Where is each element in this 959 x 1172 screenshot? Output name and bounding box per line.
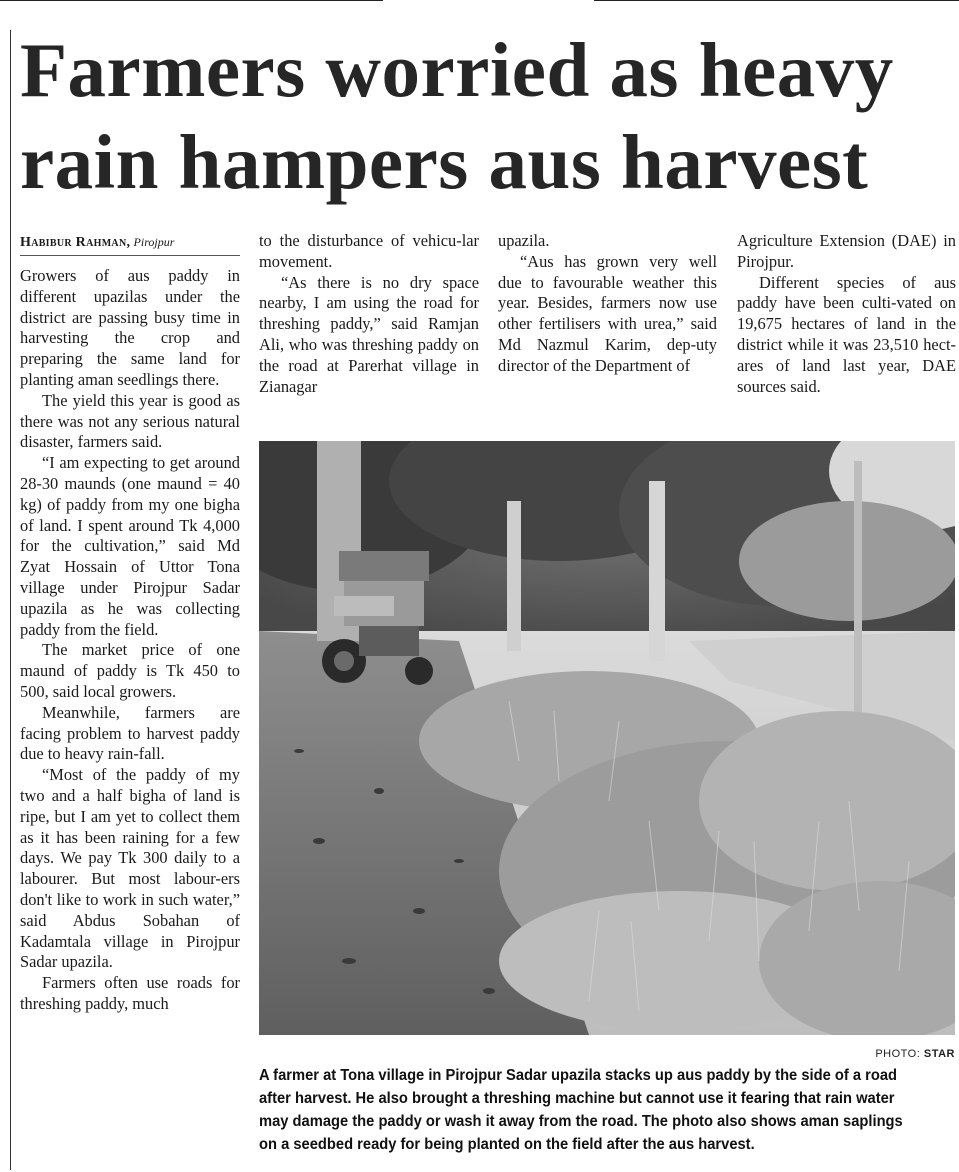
paragraph: Different species of aus paddy have been culti-vated on 19,675 hectares of land in the district while it was 23,510 hect-ares of land last year, DAE sources said. (737, 272, 956, 396)
paragraph: Farmers often use roads for threshing paddy, much (20, 973, 240, 1013)
column-divider (10, 30, 11, 1170)
photo-credit (875, 1048, 955, 1060)
photo-scene (259, 441, 955, 1035)
paragraph: The yield this year is good as there was not any serious natural disaster, farmers said. (20, 390, 240, 452)
article-column-3 (498, 231, 717, 377)
paragraph: “I am expecting to get around 28-30 maunds (one maund = 40 kg) of paddy from my one bigha of land. I spent around Tk 4,000 for the cultivation,” said Md Zyat Hossain of Uttor Tona village under Pirojpur Sadar upazila as he was collecting paddy from the field. (20, 453, 240, 639)
paragraph: Agriculture Extension (DAE) in Pirojpur. (737, 231, 956, 271)
photo-credit-source: STAR (923, 1048, 955, 1060)
paragraph: “Aus has grown very well due to favourable weather this year. Besides, farmers now use other fertilisers with urea,” said Md Nazmul Karim, dep-uty director of the Department of (498, 251, 717, 375)
paragraph: “As there is no dry space nearby, I am using the road for threshing paddy,” said Ramjan Ali, who was threshing paddy on the road at Parerhat village in Zianagar (259, 272, 479, 396)
paragraph: Meanwhile, farmers are facing problem to harvest paddy due to heavy rain-fall. (20, 702, 240, 764)
paragraph: upazila. (498, 231, 550, 250)
byline (20, 232, 240, 256)
top-rule-left (0, 0, 383, 1)
headline: Farmers worried as heavy rain hampers aus harvest (20, 27, 894, 205)
paragraph: Growers of aus paddy in different upazilas under the district are passing busy time in harvesting the crop and preparing the same land for planting aman seedlings there. (20, 266, 240, 389)
top-rule-right (594, 0, 959, 1)
photo-caption: A farmer at Tona village in Pirojpur Sadar upazila stacks up aus paddy by the side of a road after harvest. He also brought a threshing machine but cannot use it fearing that rain water may damage the paddy or wash it away from the road. The photo also shows aman saplings on a seedbed ready for being planted on the field after the aus harvest. (259, 1067, 903, 1153)
paragraph: The market price of one maund of paddy is Tk 450 to 500, said local growers. (20, 640, 240, 701)
byline-author: Habibur Rahman, (20, 235, 131, 250)
paragraph: “Most of the paddy of my two and a half bigha of land is ripe, but I am yet to collect them as it has been raining for a few days. We pay Tk 300 daily to a labourer. But most labour-ers don't like to work in such water,” said Abdus Sobahan of Kadamtala village in Pirojpur Sadar upazila. (20, 765, 240, 972)
photo-credit-prefix: PHOTO: (875, 1048, 921, 1060)
paragraph: to the disturbance of vehicu-lar movement. (259, 231, 479, 271)
article-column-4 (737, 231, 956, 397)
byline-place: Pirojpur (133, 235, 175, 249)
article-column-2 (259, 231, 479, 397)
article-column-1 (20, 232, 240, 1015)
news-photo (259, 441, 955, 1035)
